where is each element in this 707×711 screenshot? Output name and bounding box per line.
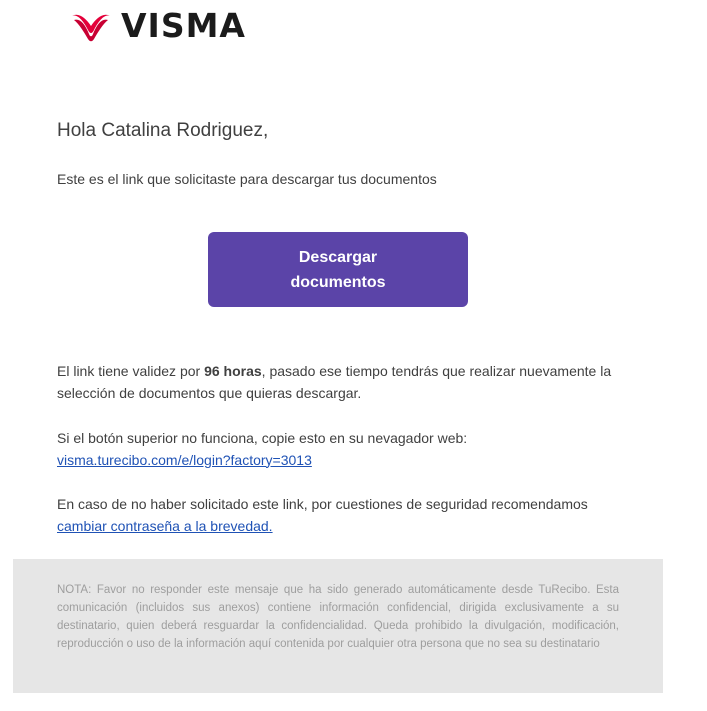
visma-logo-icon	[70, 10, 112, 42]
validity-hours: 96 horas	[204, 363, 262, 379]
download-button-label: Descargar documentos	[290, 248, 386, 291]
fallback-paragraph	[57, 428, 637, 471]
greeting-heading: Hola Catalina Rodriguez,	[57, 120, 269, 141]
validity-text-before: El link tiene validez por	[57, 363, 205, 379]
footer-box	[13, 559, 663, 693]
login-link[interactable]: visma.turecibo.com/e/login?factory=3013	[57, 451, 312, 468]
brand-name: VISMA	[121, 6, 246, 45]
visma-logo	[70, 8, 246, 44]
intro-text: Este es el link que solicitaste para descargar tus documentos	[57, 171, 437, 187]
download-documents-button[interactable]	[208, 232, 468, 307]
validity-paragraph	[57, 361, 637, 404]
validity-text-after: , pasado ese tiempo tendrás que realizar nuevamente la selección de documentos que quieras descargar.	[57, 363, 612, 401]
security-text: En caso de no haber solicitado este link, por cuestiones de seguridad recomendamos	[57, 496, 588, 512]
security-paragraph	[57, 494, 637, 537]
fallback-text: Si el botón superior no funciona, copie esto en su nevagador web:	[57, 430, 468, 446]
footer-note: NOTA: Favor no responder este mensaje que ha sido generado automáticamente desde TuRecibo. Esta comunicación (incluidos sus anexos) contiene información confidencial, dirigida exclusivamente a su destinatario, quien deberá resguardar la confidencialidad. Queda prohibido la divulgación, modificación, reproducción o uso de la información aquí contenida por cualquier otra persona que no sea su destinatario	[57, 584, 619, 650]
change-password-link[interactable]: cambiar contraseña a la brevedad.	[57, 517, 273, 534]
